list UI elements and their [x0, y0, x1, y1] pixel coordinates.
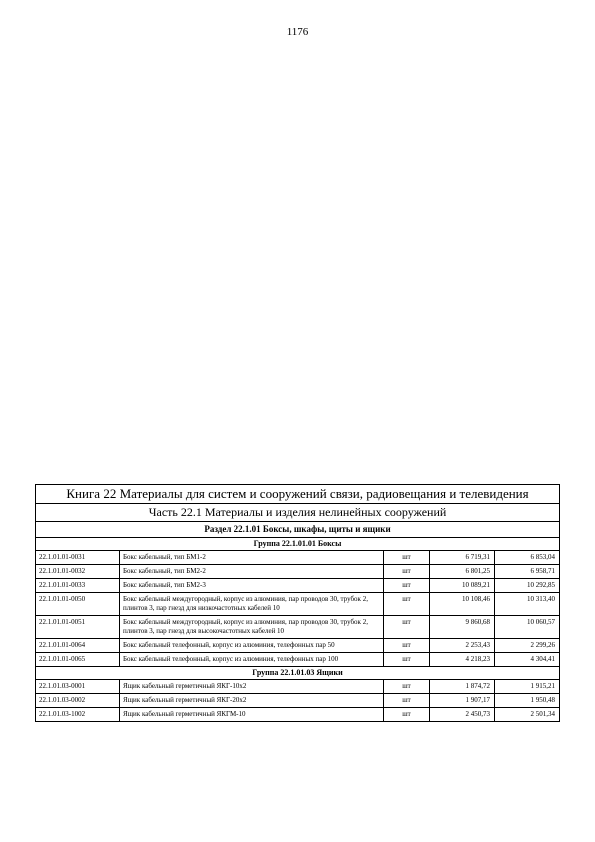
resource-name: Бокс кабельный телефонный, корпус из алюминия, телефонных пар 100 [120, 653, 384, 667]
price-estimate: 4 218,23 [430, 653, 495, 667]
resource-code: 22.1.01.01-0032 [36, 565, 120, 579]
unit-of-measure: шт [384, 708, 430, 722]
table-row [36, 616, 560, 639]
table-row [36, 639, 560, 653]
unit-of-measure: шт [384, 616, 430, 639]
price-release: 4 304,41 [495, 653, 560, 667]
price-release: 2 501,34 [495, 708, 560, 722]
resource-name: Ящик кабельный герметичный ЯКГ-10х2 [120, 680, 384, 694]
price-release: 1 915,21 [495, 680, 560, 694]
price-estimate: 2 450,73 [430, 708, 495, 722]
resource-code: 22.1.01.01-0065 [36, 653, 120, 667]
resource-name: Бокс кабельный, тип БМ1-2 [120, 551, 384, 565]
group-title-row [36, 667, 560, 680]
table-row [36, 593, 560, 616]
book-title: Книга 22 Материалы для систем и сооружений связи, радиовещания и телевидения [36, 485, 560, 504]
price-estimate: 9 860,68 [430, 616, 495, 639]
resource-name: Бокс кабельный, тип БМ2-3 [120, 579, 384, 593]
unit-of-measure: шт [384, 694, 430, 708]
resource-code: 22.1.01.03-0001 [36, 680, 120, 694]
page-number: 1176 [286, 26, 309, 38]
unit-of-measure: шт [384, 565, 430, 579]
resource-code: 22.1.01.03-0002 [36, 694, 120, 708]
price-estimate: 2 253,43 [430, 639, 495, 653]
price-release: 10 060,57 [495, 616, 560, 639]
table-row [36, 565, 560, 579]
unit-of-measure: шт [384, 653, 430, 667]
section-title-row [36, 522, 560, 538]
table-row [36, 653, 560, 667]
price-estimate: 6 801,25 [430, 565, 495, 579]
price-release: 1 950,48 [495, 694, 560, 708]
unit-of-measure: шт [384, 639, 430, 653]
section-title: Раздел 22.1.01 Боксы, шкафы, щиты и ящики [36, 522, 560, 538]
price-estimate: 1 907,17 [430, 694, 495, 708]
group-title: Группа 22.1.01.01 Боксы [36, 538, 560, 551]
resource-code: 22.1.01.01-0051 [36, 616, 120, 639]
group-title-row [36, 538, 560, 551]
price-estimate: 6 719,31 [430, 551, 495, 565]
price-release: 2 299,26 [495, 639, 560, 653]
resource-name: Ящик кабельный герметичный ЯКГ-20х2 [120, 694, 384, 708]
unit-of-measure: шт [384, 680, 430, 694]
resource-code: 22.1.01.01-0064 [36, 639, 120, 653]
part-title: Часть 22.1 Материалы и изделия нелинейных сооружений [36, 504, 560, 522]
price-estimate: 1 874,72 [430, 680, 495, 694]
price-release: 6 958,71 [495, 565, 560, 579]
resource-code: 22.1.01.01-0031 [36, 551, 120, 565]
resource-code: 22.1.01.01-0033 [36, 579, 120, 593]
price-table [35, 484, 560, 722]
resource-name: Бокс кабельный междугородный, корпус из алюминия, пар проводов 30, трубок 2, плинтов 3, пар гнезд для низкочастотных кабелей 10 [120, 593, 384, 616]
price-release: 6 853,04 [495, 551, 560, 565]
table-row [36, 551, 560, 565]
price-release: 10 292,85 [495, 579, 560, 593]
resource-code: 22.1.01.01-0050 [36, 593, 120, 616]
price-release: 10 313,40 [495, 593, 560, 616]
table-row [36, 708, 560, 722]
resource-code: 22.1.01.03-1002 [36, 708, 120, 722]
unit-of-measure: шт [384, 579, 430, 593]
group-title: Группа 22.1.01.03 Ящики [36, 667, 560, 680]
unit-of-measure: шт [384, 551, 430, 565]
table-row [36, 579, 560, 593]
resource-name: Бокс кабельный, тип БМ2-2 [120, 565, 384, 579]
price-estimate: 10 089,21 [430, 579, 495, 593]
price-estimate: 10 108,46 [430, 593, 495, 616]
resource-name: Бокс кабельный телефонный, корпус из алюминия, телефонных пар 50 [120, 639, 384, 653]
book-title-row [36, 485, 560, 504]
part-title-row [36, 504, 560, 522]
resource-name: Бокс кабельный междугородный, корпус из алюминия, пар проводов 30, трубок 2, плинтов 3, пар гнезд для высокочастотных кабелей 10 [120, 616, 384, 639]
table-row [36, 680, 560, 694]
resource-name: Ящик кабельный герметичный ЯКГМ-10 [120, 708, 384, 722]
unit-of-measure: шт [384, 593, 430, 616]
table-row [36, 694, 560, 708]
